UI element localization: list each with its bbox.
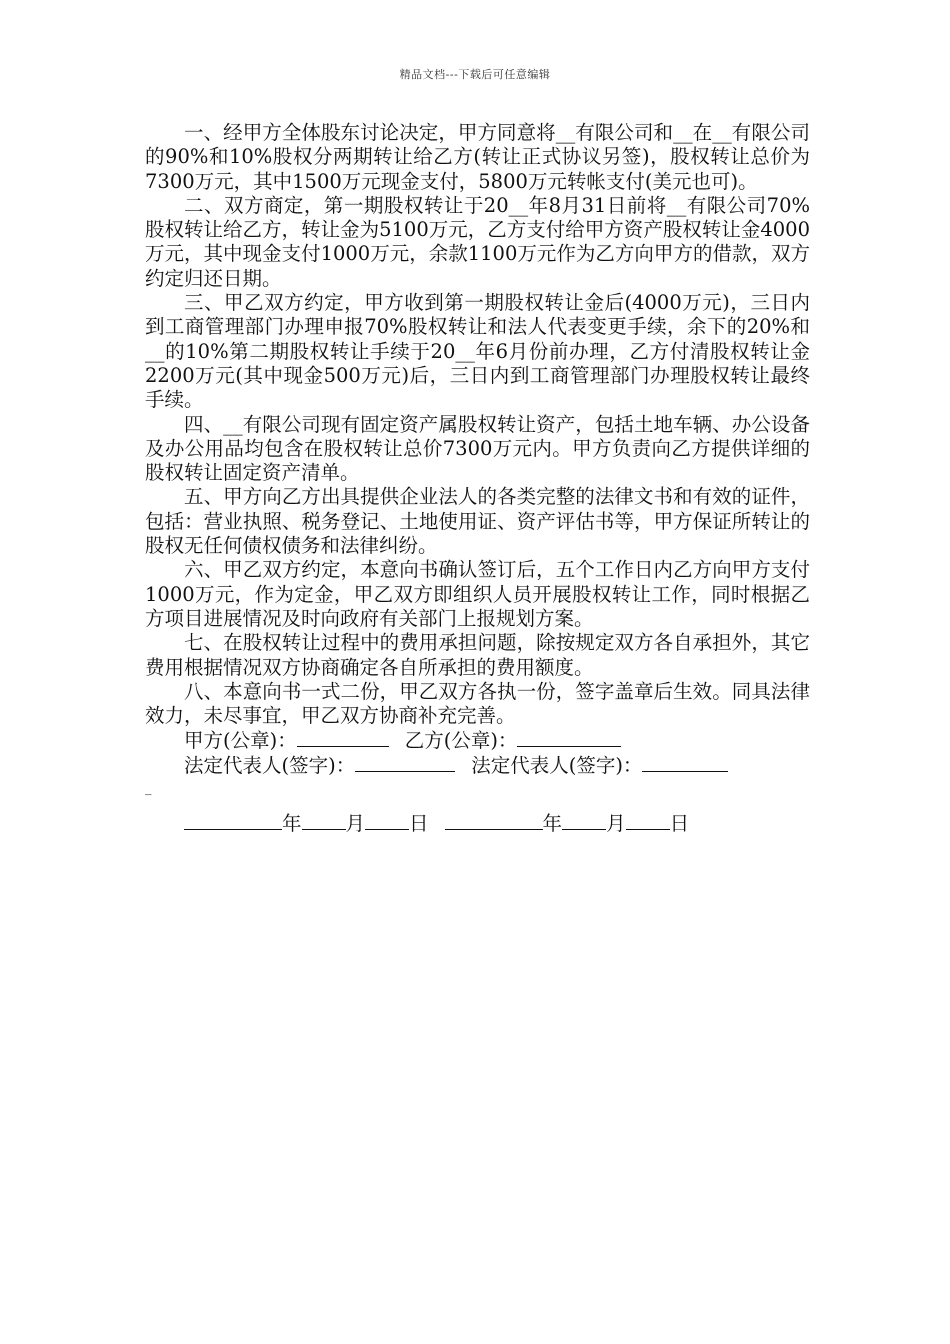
clause-5: 五、甲方向乙方出具提供企业法人的各类完整的法律文书和有效的证件，包括：营业执照、税务登记、土地使用证、资产评估书等，甲方保证所转让的股权无任何债权债务和法律纠纷。 [145, 485, 810, 558]
party-a-month-label: 月 [345, 812, 366, 836]
clause-3: 三、甲乙双方约定，甲方收到第一期股权转让金后(4000万元)，三日内到工商管理部门办理申报70%股权转让和法人代表变更手续，余下的20%和__的10%第二期股权转让手续于20__年6月份前办理，乙方付清股权转让金2200万元(其中现金500万元)后，三日内到工商管理部门办理股权转让最终手续。 [145, 291, 810, 412]
party-b-year-label: 年 [542, 812, 563, 836]
clause-7: 七、在股权转让过程中的费用承担问题，除按规定双方各自承担外，其它费用根据情况双方协商确定各自所承担的费用额度。 [145, 631, 810, 679]
party-b-month-label: 月 [606, 812, 626, 836]
seal-line [145, 728, 810, 752]
party-a-month-blank [302, 809, 346, 830]
clause-2: 二、双方商定，第一期股权转让于20__年8月31日前将__有限公司70%股权转让给乙方，转让金为5100万元，乙方支付给甲方资产股权转让金4000万元，其中现金支付1000万元，余款1100万元作为乙方向甲方的借款，双方约定归还日期。 [145, 193, 810, 290]
party-a-rep-blank [355, 753, 455, 772]
page-header: 精品文档---下载后可任意编辑 [399, 68, 551, 81]
date-line [145, 809, 810, 836]
clause-1: 一、经甲方全体股东讨论决定，甲方同意将__有限公司和__在__有限公司的90%和10%股权分两期转让给乙方(转让正式协议另签)，股权转让总价为7300万元，其中1500万元现金支付，5800万元转帐支付(美元也可)。 [145, 121, 810, 193]
party-a-day-label: 日 [409, 812, 429, 836]
party-b-day-blank [626, 809, 670, 830]
party-b-seal-blank [517, 728, 621, 747]
stray-mark: _ [145, 781, 152, 797]
clause-6: 六、甲乙双方约定，本意向书确认签订后，五个工作日内乙方向甲方支付1000万元，作为定金，甲乙双方即组织人员开展股权转让工作，同时根据乙方项目进展情况及时向政府有关部门上报规划方案。 [145, 558, 810, 630]
party-a-seal-label: 甲方(公章)： [184, 729, 297, 753]
clause-8: 八、本意向书一式二份，甲乙双方各执一份，签字盖章后生效。同具法律效力，未尽事宜，甲乙双方协商补充完善。 [145, 679, 810, 728]
party-a-year-label: 年 [282, 812, 302, 836]
representative-line [145, 753, 810, 777]
party-a-year-blank [184, 809, 282, 830]
party-b-day-label: 日 [669, 812, 690, 836]
document-body [145, 121, 810, 837]
party-a-rep-label: 法定代表人(签字)： [184, 753, 356, 777]
party-a-day-blank [365, 809, 409, 830]
party-b-month-blank [562, 809, 606, 830]
clause-4: 四、__有限公司现有固定资产属股权转让资产，包括土地车辆、办公设备及办公用品均包含在股权转让总价7300万元内。甲方负责向乙方提供详细的股权转让固定资产清单。 [145, 412, 810, 485]
party-a-seal-blank [297, 728, 389, 747]
party-b-rep-blank [642, 753, 728, 772]
party-b-rep-label: 法定代表人(签字)： [471, 753, 643, 777]
party-b-year-blank [445, 809, 543, 830]
party-b-seal-label: 乙方(公章)： [404, 729, 518, 753]
